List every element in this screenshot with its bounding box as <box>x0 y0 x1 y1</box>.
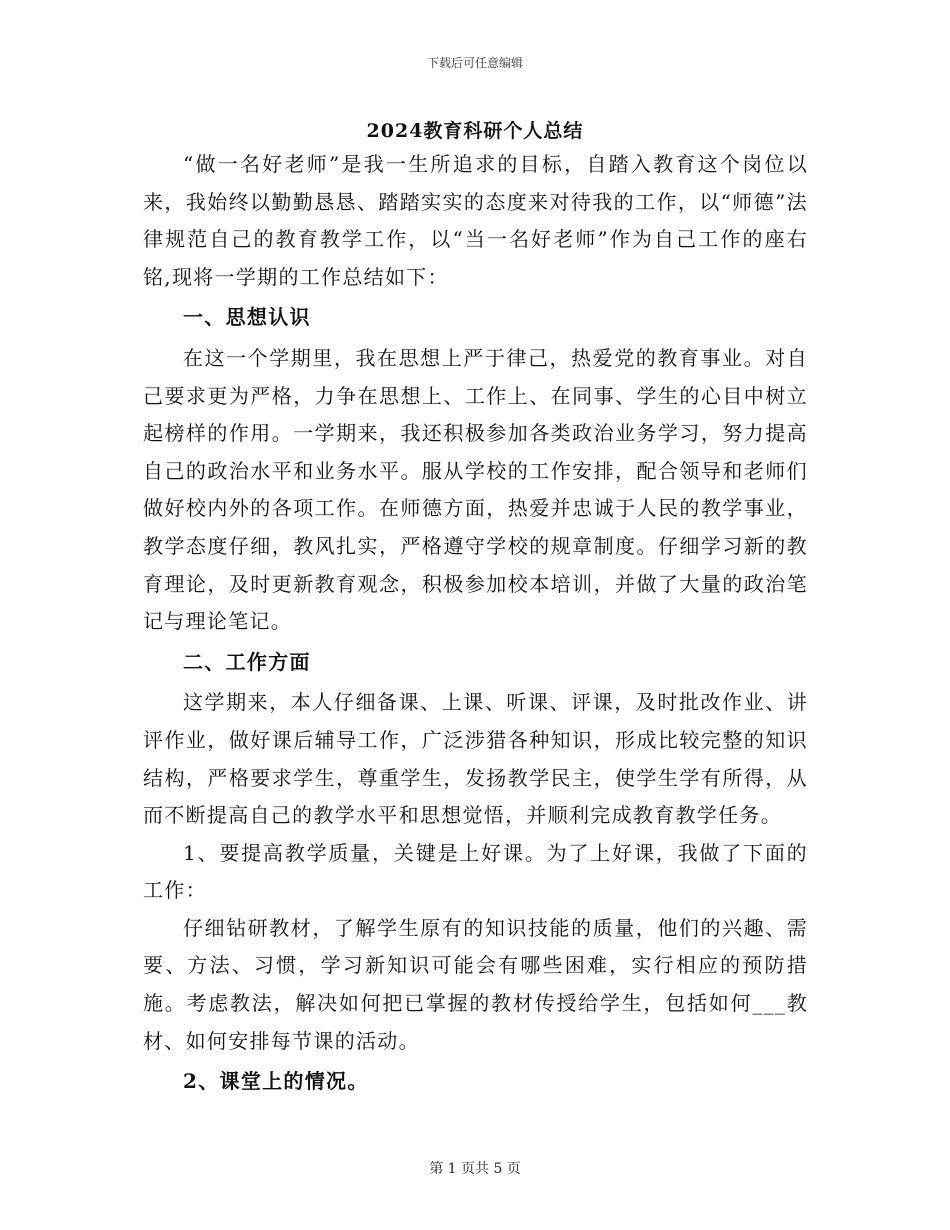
document-body <box>143 146 808 1104</box>
section-heading-ideology: 一、思想认识 <box>183 305 311 330</box>
subsection-heading-classroom: 2、课堂上的情况。 <box>183 1069 369 1094</box>
page-footer: 第 1 页共 5 页 <box>429 1161 521 1177</box>
body-paragraph: 这学期来，本人仔细备课、上课、听课、评课，及时批改作业、讲评作业，做好课后辅导工作，广泛涉猎各种知识，形成比较完整的知识结构，严格要求学生，尊重学生，发扬教学民主，使学生学有所得，从而不断提高自己的教学水平和思想觉悟，并顺利完成教育教学任务。 <box>143 690 808 828</box>
document-title: 2024教育科研个人总结 <box>366 120 584 142</box>
body-paragraph: 仔细钻研教材，了解学生原有的知识技能的质量，他们的兴趣、需要、方法、习惯，学习新知识可能会有哪些困难，实行相应的预防措施。考虑教法，解决如何把已掌握的教材传授给学生，包括如何___教材、如何安排每节课的活动。 <box>143 915 808 1053</box>
section-heading-work: 二、工作方面 <box>183 649 311 674</box>
body-paragraph: 1、要提高教学质量，关键是上好课。为了上好课，我做了下面的工作： <box>143 840 808 903</box>
header-note: 下载后可任意编辑 <box>426 56 523 70</box>
body-paragraph: 在这一个学期里，我在思想上严于律己，热爱党的教育事业。对自己要求更为严格，力争在思想上、工作上、在同事、学生的心目中树立起榜样的作用。一学期来，我还积极参加各类政治业务学习，努力提高自己的政治水平和业务水平。服从学校的工作安排，配合领导和老师们做好校内外的各项工作。在师德方面，热爱并忠诚于人民的教学事业，教学态度仔细，教风扎实，严格遵守学校的规章制度。仔细学习新的教育理论，及时更新教育观念，积极参加校本培训，并做了大量的政治笔记与理论笔记。 <box>143 345 808 634</box>
intro-paragraph: “做一名好老师”是我一生所追求的目标，自踏入教育这个岗位以来，我始终以勤勤恳恳、踏踏实实的态度来对待我的工作，以“师德”法律规范自己的教育教学工作，以“当一名好老师”作为自己工作的座右铭,现将一学期的工作总结如下： <box>143 152 808 289</box>
